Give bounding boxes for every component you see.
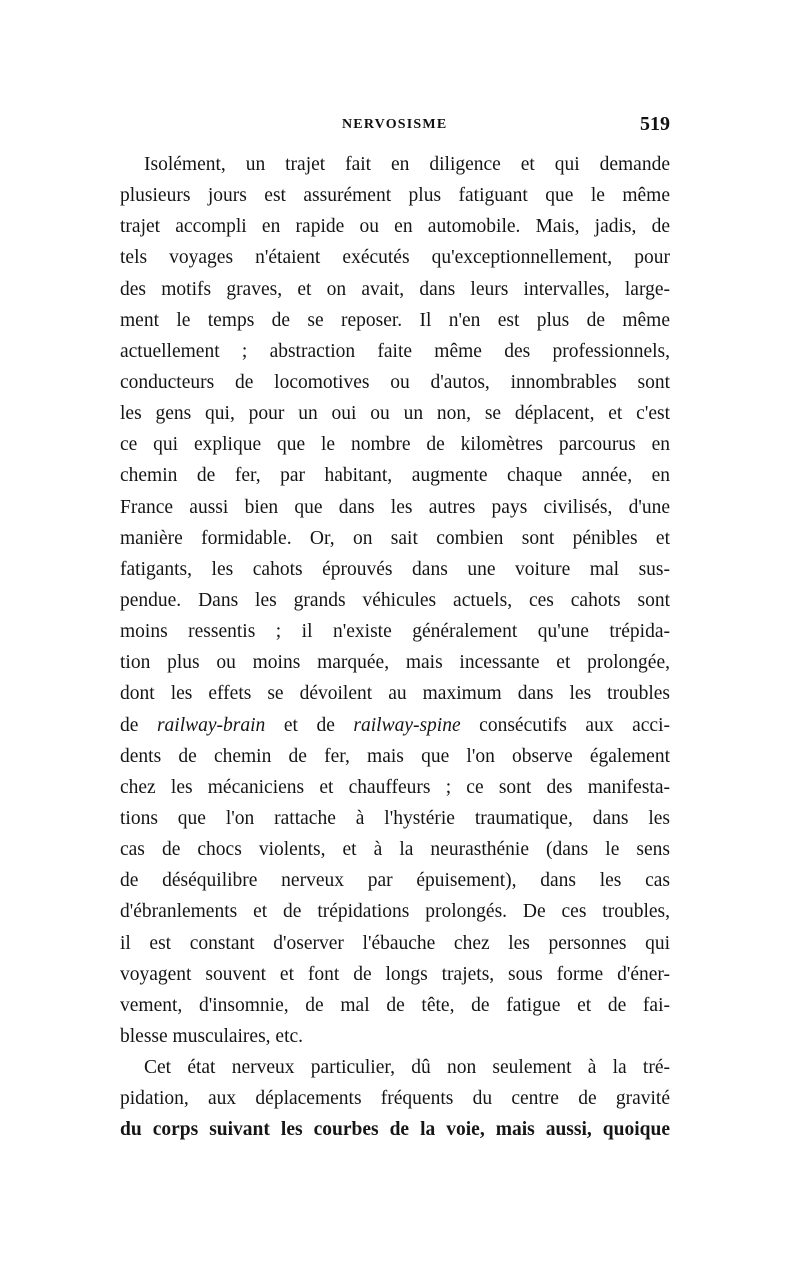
text-segment: de (120, 714, 157, 736)
paragraph-end-line: blesse musculaires, etc. (120, 1025, 304, 1047)
text-line: plusieurs jours est assurément plus fatiguant que le même (120, 185, 670, 207)
text-line: cas de chocs violents, et à la neurasthénie (dans le sens (120, 839, 670, 861)
text-line: actuellement ; abstraction faite même des professionnels, (120, 340, 670, 362)
text-line: il est constant d'oserver l'ébauche chez les personnes qui (120, 932, 670, 954)
text-line: dents de chemin de fer, mais que l'on observe également (120, 745, 670, 767)
text-line: manière formidable. Or, on sait combien sont pénibles et (120, 527, 670, 549)
text-line: chemin de fer, par habitant, augmente chaque année, en (120, 465, 670, 487)
body-text (120, 149, 670, 1146)
text-line: tels voyages n'étaient exécutés qu'exceptionnellement, pour (120, 247, 670, 269)
text-line: de déséquilibre nerveux par épuisement), dans les cas (120, 870, 670, 892)
text-line: tions que l'on rattache à l'hystérie traumatique, dans les (120, 807, 670, 829)
text-line: trajet accompli en rapide ou en automobile. Mais, jadis, de (120, 216, 670, 238)
italic-term-railway-brain: railway-brain (156, 714, 266, 736)
running-head (120, 113, 670, 139)
page-number: 519 (640, 113, 670, 135)
italic-term-railway-spine: railway-spine (353, 714, 461, 736)
text-line: France aussi bien que dans les autres pays civilisés, d'une (120, 496, 670, 518)
text-line: chez les mécaniciens et chauffeurs ; ce sont des manifesta- (120, 776, 670, 798)
text-line: tion plus ou moins marquée, mais incessante et prolongée, (120, 652, 670, 674)
text-line: moins ressentis ; il n'existe généralement qu'une trépida- (120, 621, 670, 643)
text-line: pendue. Dans les grands véhicules actuels, ces cahots sont (120, 589, 670, 611)
text-line-italic-terms (120, 710, 670, 741)
text-line: Isolément, un trajet fait en diligence et qui demande (144, 154, 670, 175)
text-line: voyagent souvent et font de longs trajets, sous forme d'éner- (120, 963, 670, 985)
text-line: d'ébranlements et de trépidations prolongés. De ces troubles, (120, 901, 670, 923)
text-line: Cet état nerveux particulier, dû non seulement à la tré- (144, 1057, 670, 1079)
text-line: pidation, aux déplacements fréquents du centre de gravité (120, 1088, 670, 1110)
text-line: conducteurs de locomotives ou d'autos, innombrables sont (120, 371, 670, 393)
text-line: ment le temps de se reposer. Il n'en est plus de même (120, 309, 670, 331)
text-line: du corps suivant les courbes de la voie, mais aussi, quoique (120, 1119, 670, 1141)
text-line: ce qui explique que le nombre de kilomètres parcourus en (120, 434, 670, 456)
text-line: dont les effets se dévoilent au maximum dans les troubles (120, 683, 670, 705)
running-title: NERVOSISME (342, 117, 448, 132)
text-line: des motifs graves, et on avait, dans leurs intervalles, large- (120, 278, 670, 300)
text-line: fatigants, les cahots éprouvés dans une voiture mal sus- (120, 558, 670, 580)
text-segment: consécutifs aux acci- (460, 714, 671, 736)
text-segment: et de (265, 714, 354, 736)
text-line: les gens qui, pour un oui ou un non, se déplacent, et c'est (120, 403, 670, 425)
text-line: vement, d'insomnie, de mal de tête, de fatigue et de fai- (120, 994, 670, 1016)
